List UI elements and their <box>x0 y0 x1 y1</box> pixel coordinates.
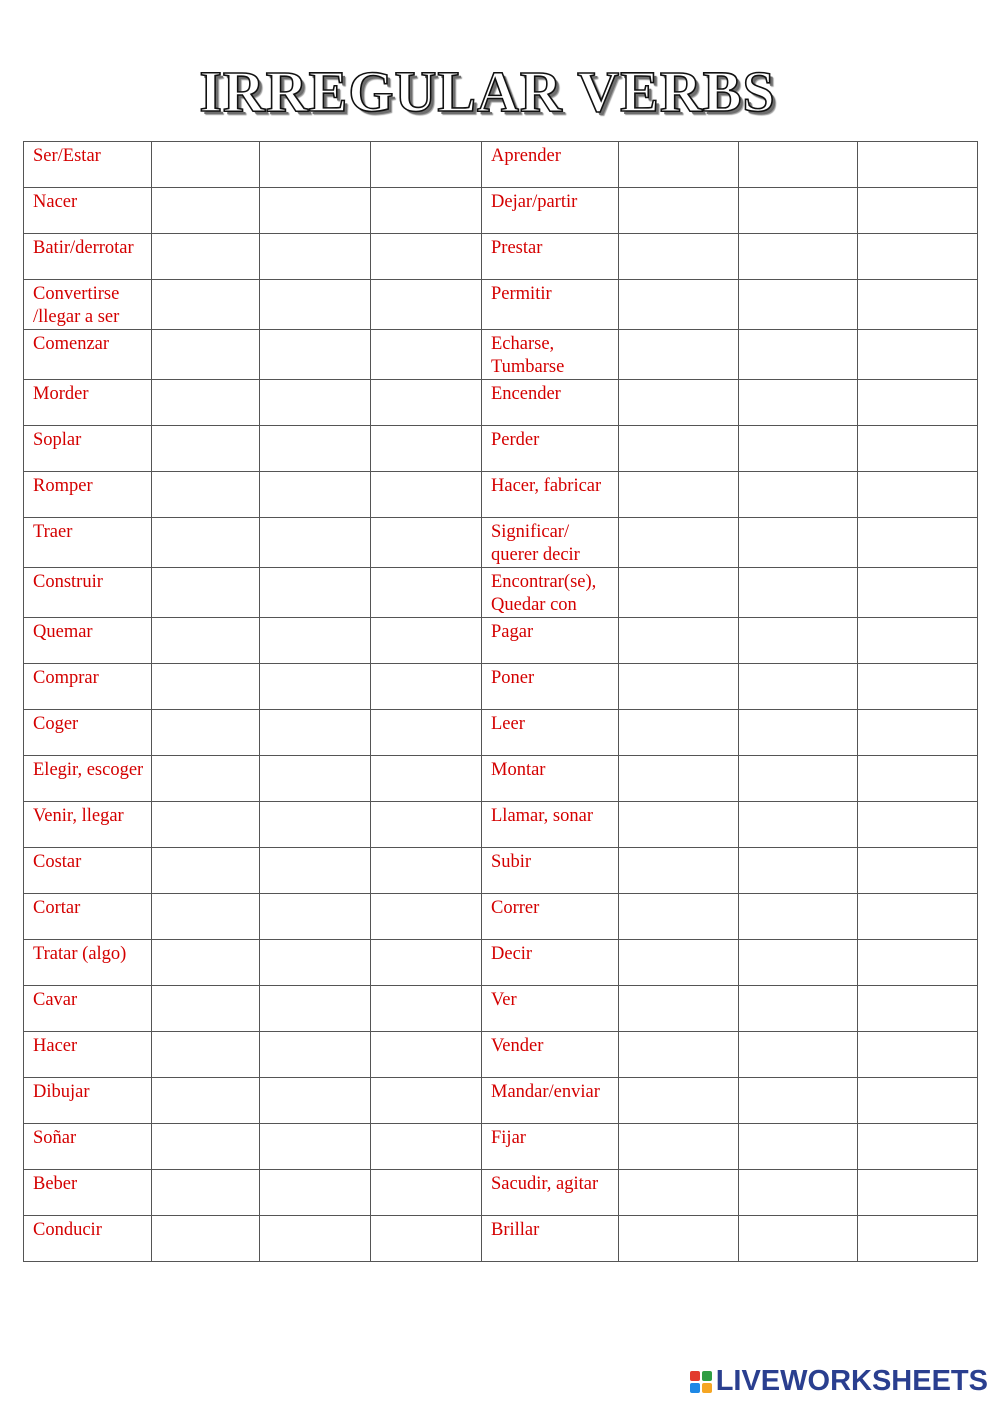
verb-cell-left: Beber <box>24 1170 152 1216</box>
answer-cell[interactable] <box>739 1032 858 1078</box>
answer-cell[interactable] <box>371 1078 482 1124</box>
verb-cell-right: Decir <box>482 940 619 986</box>
answer-cell[interactable] <box>152 234 260 280</box>
table-row <box>24 1216 978 1262</box>
answer-cell[interactable] <box>371 330 482 380</box>
logo-text: LIVEWORKSHEETS <box>715 1365 988 1397</box>
answer-cell[interactable] <box>371 234 482 280</box>
verb-cell-right: Permitir <box>482 280 619 330</box>
answer-cell[interactable] <box>152 756 260 802</box>
answer-cell[interactable] <box>739 940 858 986</box>
answer-cell[interactable] <box>152 618 260 664</box>
table-row <box>24 618 978 664</box>
answer-cell[interactable] <box>260 848 371 894</box>
answer-cell[interactable] <box>152 142 260 188</box>
answer-cell[interactable] <box>858 1170 978 1216</box>
answer-cell[interactable] <box>260 380 371 426</box>
answer-cell[interactable] <box>619 1032 739 1078</box>
verb-cell-right: Pagar <box>482 618 619 664</box>
verb-cell-right: Llamar, sonar <box>482 802 619 848</box>
answer-cell[interactable] <box>260 710 371 756</box>
answer-cell[interactable] <box>371 426 482 472</box>
table-row <box>24 986 978 1032</box>
answer-cell[interactable] <box>739 802 858 848</box>
answer-cell[interactable] <box>152 188 260 234</box>
verb-cell-right: Fijar <box>482 1124 619 1170</box>
answer-cell[interactable] <box>260 1078 371 1124</box>
answer-cell[interactable] <box>152 848 260 894</box>
answer-cell[interactable] <box>619 568 739 618</box>
verb-cell-right: Sacudir, agitar <box>482 1170 619 1216</box>
answer-cell[interactable] <box>739 1216 858 1262</box>
answer-cell[interactable] <box>260 234 371 280</box>
answer-cell[interactable] <box>260 280 371 330</box>
answer-cell[interactable] <box>152 280 260 330</box>
verb-cell-left: Soñar <box>24 1124 152 1170</box>
answer-cell[interactable] <box>739 518 858 568</box>
answer-cell[interactable] <box>260 142 371 188</box>
answer-cell[interactable] <box>739 986 858 1032</box>
verb-table <box>23 141 978 1262</box>
answer-cell[interactable] <box>152 894 260 940</box>
answer-cell[interactable] <box>371 710 482 756</box>
answer-cell[interactable] <box>739 330 858 380</box>
answer-cell[interactable] <box>152 802 260 848</box>
answer-cell[interactable] <box>858 1078 978 1124</box>
answer-cell[interactable] <box>260 188 371 234</box>
answer-cell[interactable] <box>260 1170 371 1216</box>
answer-cell[interactable] <box>739 568 858 618</box>
verb-cell-left: Cavar <box>24 986 152 1032</box>
table-row <box>24 1078 978 1124</box>
answer-cell[interactable] <box>739 710 858 756</box>
verb-cell-left: Construir <box>24 568 152 618</box>
answer-cell[interactable] <box>858 518 978 568</box>
verb-cell-left: Soplar <box>24 426 152 472</box>
answer-cell[interactable] <box>152 426 260 472</box>
answer-cell[interactable] <box>858 188 978 234</box>
answer-cell[interactable] <box>260 472 371 518</box>
answer-cell[interactable] <box>619 756 739 802</box>
answer-cell[interactable] <box>858 848 978 894</box>
table-row <box>24 664 978 710</box>
verb-cell-right: Brillar <box>482 1216 619 1262</box>
answer-cell[interactable] <box>619 1078 739 1124</box>
answer-cell[interactable] <box>739 188 858 234</box>
answer-cell[interactable] <box>739 472 858 518</box>
table-row <box>24 756 978 802</box>
answer-cell[interactable] <box>371 188 482 234</box>
table-row <box>24 894 978 940</box>
verb-cell-left: Traer <box>24 518 152 568</box>
answer-cell[interactable] <box>260 1216 371 1262</box>
table-row <box>24 568 978 618</box>
verb-cell-right: Encontrar(se), Quedar con <box>482 568 619 618</box>
verb-cell-left: Costar <box>24 848 152 894</box>
answer-cell[interactable] <box>858 1124 978 1170</box>
answer-cell[interactable] <box>619 986 739 1032</box>
table-row <box>24 234 978 280</box>
verb-cell-right: Subir <box>482 848 619 894</box>
answer-cell[interactable] <box>371 280 482 330</box>
answer-cell[interactable] <box>371 986 482 1032</box>
verb-cell-left: Elegir, escoger <box>24 756 152 802</box>
answer-cell[interactable] <box>619 518 739 568</box>
answer-cell[interactable] <box>152 1170 260 1216</box>
verb-cell-right: Prestar <box>482 234 619 280</box>
answer-cell[interactable] <box>152 518 260 568</box>
verb-cell-left: Batir/derrotar <box>24 234 152 280</box>
answer-cell[interactable] <box>371 568 482 618</box>
answer-cell[interactable] <box>858 234 978 280</box>
answer-cell[interactable] <box>371 848 482 894</box>
table-row <box>24 710 978 756</box>
table-row <box>24 848 978 894</box>
answer-cell[interactable] <box>371 380 482 426</box>
answer-cell[interactable] <box>260 518 371 568</box>
answer-cell[interactable] <box>619 234 739 280</box>
logo-square-orange <box>702 1383 712 1393</box>
answer-cell[interactable] <box>260 568 371 618</box>
answer-cell[interactable] <box>858 986 978 1032</box>
answer-cell[interactable] <box>371 1216 482 1262</box>
verb-cell-right: Hacer, fabricar <box>482 472 619 518</box>
verb-cell-left: Romper <box>24 472 152 518</box>
answer-cell[interactable] <box>152 472 260 518</box>
answer-cell[interactable] <box>858 664 978 710</box>
answer-cell[interactable] <box>152 1032 260 1078</box>
answer-cell[interactable] <box>260 802 371 848</box>
verb-cell-right: Vender <box>482 1032 619 1078</box>
verb-cell-right: Dejar/partir <box>482 188 619 234</box>
answer-cell[interactable] <box>739 894 858 940</box>
verb-cell-left: Morder <box>24 380 152 426</box>
table-row <box>24 280 978 330</box>
liveworksheets-logo <box>690 1365 988 1398</box>
answer-cell[interactable] <box>619 1124 739 1170</box>
verb-cell-left: Conducir <box>24 1216 152 1262</box>
table-row <box>24 188 978 234</box>
answer-cell[interactable] <box>739 1170 858 1216</box>
table-row <box>24 426 978 472</box>
table-row <box>24 1124 978 1170</box>
answer-cell[interactable] <box>858 618 978 664</box>
answer-cell[interactable] <box>152 664 260 710</box>
answer-cell[interactable] <box>371 940 482 986</box>
answer-cell[interactable] <box>260 940 371 986</box>
page-title: IRREGULAR VERBS <box>199 59 776 124</box>
answer-cell[interactable] <box>371 142 482 188</box>
answer-cell[interactable] <box>152 940 260 986</box>
answer-cell[interactable] <box>739 380 858 426</box>
answer-cell[interactable] <box>371 894 482 940</box>
answer-cell[interactable] <box>260 1032 371 1078</box>
verb-cell-right: Poner <box>482 664 619 710</box>
table-row <box>24 940 978 986</box>
verb-cell-right: Mandar/enviar <box>482 1078 619 1124</box>
verb-cell-right: Correr <box>482 894 619 940</box>
answer-cell[interactable] <box>152 710 260 756</box>
answer-cell[interactable] <box>152 1078 260 1124</box>
answer-cell[interactable] <box>152 1124 260 1170</box>
answer-cell[interactable] <box>858 894 978 940</box>
answer-cell[interactable] <box>858 426 978 472</box>
answer-cell[interactable] <box>739 1124 858 1170</box>
answer-cell[interactable] <box>739 618 858 664</box>
answer-cell[interactable] <box>619 802 739 848</box>
answer-cell[interactable] <box>858 142 978 188</box>
answer-cell[interactable] <box>858 330 978 380</box>
answer-cell[interactable] <box>260 894 371 940</box>
logo-square-red <box>690 1371 700 1381</box>
answer-cell[interactable] <box>152 380 260 426</box>
answer-cell[interactable] <box>858 710 978 756</box>
verb-cell-right: Echarse, Tumbarse <box>482 330 619 380</box>
verb-cell-left: Hacer <box>24 1032 152 1078</box>
answer-cell[interactable] <box>260 1124 371 1170</box>
answer-cell[interactable] <box>739 848 858 894</box>
answer-cell[interactable] <box>858 940 978 986</box>
answer-cell[interactable] <box>371 1170 482 1216</box>
answer-cell[interactable] <box>858 1216 978 1262</box>
answer-cell[interactable] <box>371 518 482 568</box>
answer-cell[interactable] <box>739 664 858 710</box>
liveworksheets-icon <box>690 1371 712 1393</box>
logo-square-green <box>702 1371 712 1381</box>
verb-cell-left: Dibujar <box>24 1078 152 1124</box>
verb-cell-left: Comenzar <box>24 330 152 380</box>
answer-cell[interactable] <box>858 380 978 426</box>
verb-cell-left: Comprar <box>24 664 152 710</box>
answer-cell[interactable] <box>260 986 371 1032</box>
answer-cell[interactable] <box>858 280 978 330</box>
answer-cell[interactable] <box>260 618 371 664</box>
answer-cell[interactable] <box>371 618 482 664</box>
answer-cell[interactable] <box>260 756 371 802</box>
answer-cell[interactable] <box>371 472 482 518</box>
answer-cell[interactable] <box>619 280 739 330</box>
answer-cell[interactable] <box>619 1216 739 1262</box>
verb-cell-right: Leer <box>482 710 619 756</box>
answer-cell[interactable] <box>858 568 978 618</box>
answer-cell[interactable] <box>152 568 260 618</box>
answer-cell[interactable] <box>858 756 978 802</box>
answer-cell[interactable] <box>739 142 858 188</box>
answer-cell[interactable] <box>260 330 371 380</box>
answer-cell[interactable] <box>739 280 858 330</box>
answer-cell[interactable] <box>619 894 739 940</box>
answer-cell[interactable] <box>858 1032 978 1078</box>
answer-cell[interactable] <box>858 472 978 518</box>
verb-cell-right: Significar/ querer decir <box>482 518 619 568</box>
answer-cell[interactable] <box>739 756 858 802</box>
answer-cell[interactable] <box>260 426 371 472</box>
verb-cell-right: Montar <box>482 756 619 802</box>
answer-cell[interactable] <box>619 940 739 986</box>
verb-cell-left: Quemar <box>24 618 152 664</box>
answer-cell[interactable] <box>619 380 739 426</box>
answer-cell[interactable] <box>619 1170 739 1216</box>
table-row <box>24 472 978 518</box>
answer-cell[interactable] <box>619 848 739 894</box>
answer-cell[interactable] <box>371 1124 482 1170</box>
table-row <box>24 330 978 380</box>
verb-cell-left: Coger <box>24 710 152 756</box>
answer-cell[interactable] <box>371 664 482 710</box>
verb-cell-right: Perder <box>482 426 619 472</box>
answer-cell[interactable] <box>619 330 739 380</box>
verb-cell-left: Cortar <box>24 894 152 940</box>
verb-table-body <box>24 142 978 1262</box>
answer-cell[interactable] <box>619 472 739 518</box>
answer-cell[interactable] <box>619 710 739 756</box>
answer-cell[interactable] <box>619 426 739 472</box>
answer-cell[interactable] <box>371 802 482 848</box>
answer-cell[interactable] <box>371 1032 482 1078</box>
logo-square-blue <box>690 1383 700 1393</box>
answer-cell[interactable] <box>619 188 739 234</box>
verb-cell-left: Nacer <box>24 188 152 234</box>
table-row <box>24 142 978 188</box>
verb-cell-right: Ver <box>482 986 619 1032</box>
answer-cell[interactable] <box>619 142 739 188</box>
answer-cell[interactable] <box>152 1216 260 1262</box>
answer-cell[interactable] <box>858 802 978 848</box>
answer-cell[interactable] <box>739 234 858 280</box>
verb-cell-right: Aprender <box>482 142 619 188</box>
table-row <box>24 802 978 848</box>
answer-cell[interactable] <box>739 1078 858 1124</box>
verb-cell-left: Ser/Estar <box>24 142 152 188</box>
verb-cell-left: Tratar (algo) <box>24 940 152 986</box>
table-row <box>24 1032 978 1078</box>
table-row <box>24 380 978 426</box>
answer-cell[interactable] <box>152 986 260 1032</box>
answer-cell[interactable] <box>739 426 858 472</box>
answer-cell[interactable] <box>619 618 739 664</box>
answer-cell[interactable] <box>619 664 739 710</box>
answer-cell[interactable] <box>260 664 371 710</box>
verb-cell-left: Venir, llegar <box>24 802 152 848</box>
verb-cell-right: Encender <box>482 380 619 426</box>
answer-cell[interactable] <box>152 330 260 380</box>
answer-cell[interactable] <box>371 756 482 802</box>
table-row <box>24 518 978 568</box>
table-row <box>24 1170 978 1216</box>
verb-cell-left: Convertirse /llegar a ser <box>24 280 152 330</box>
